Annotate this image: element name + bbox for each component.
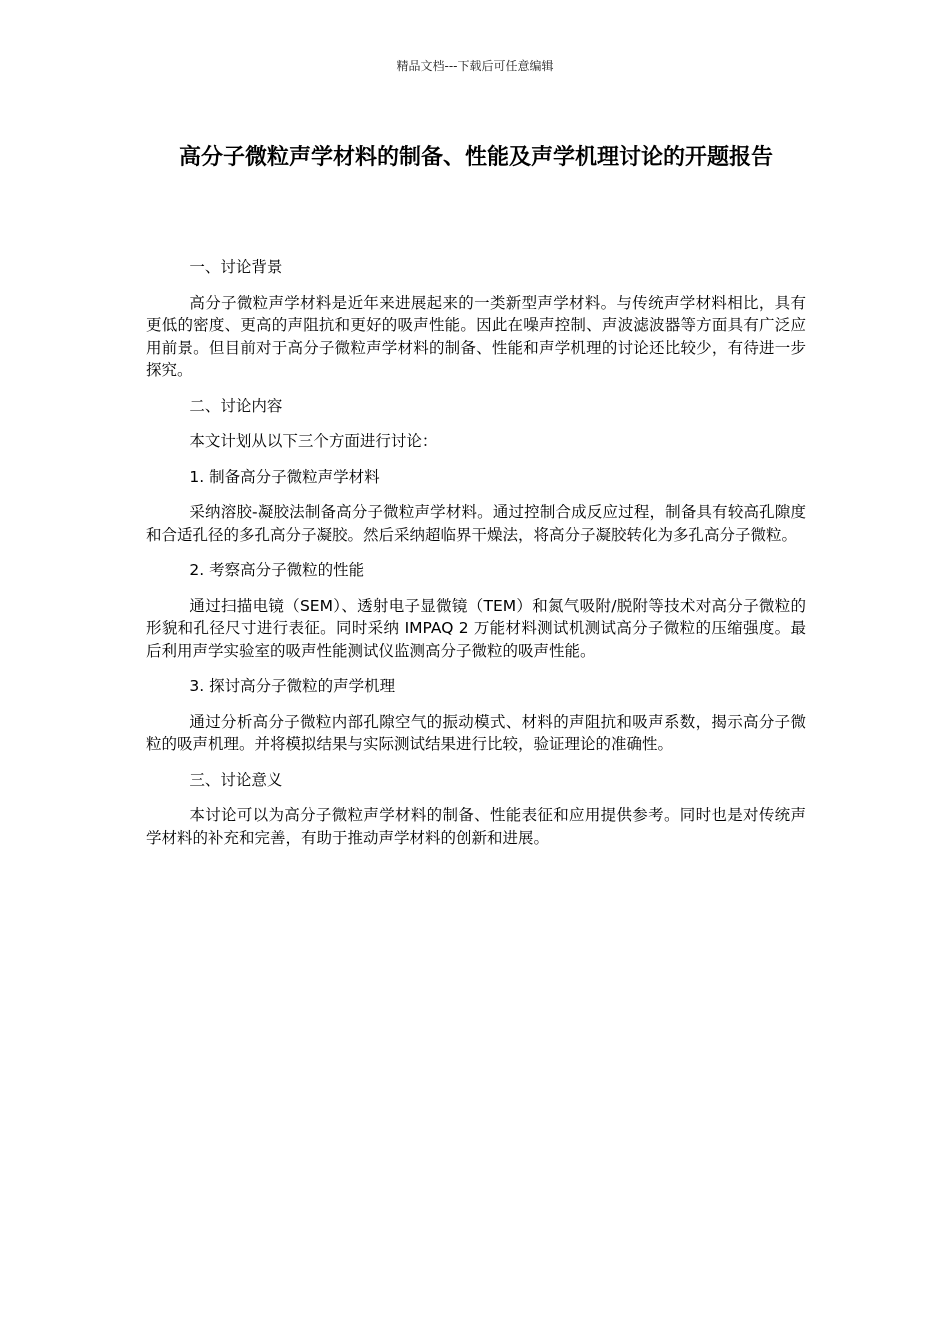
document-body — [146, 256, 806, 862]
paragraph-preparation: 采纳溶胶-凝胶法制备高分子微粒声学材料。通过控制合成反应过程，制备具有较高孔隙度和合适孔径的多孔高分子凝胶。然后采纳超临界干燥法，将高分子凝胶转化为多孔高分子微粒。 — [146, 503, 806, 544]
section-heading-content: 二、讨论内容 — [189, 396, 283, 415]
section-heading-background: 一、讨论背景 — [189, 258, 283, 276]
subsection-heading-preparation: 1. 制备高分子微粒声学材料 — [189, 467, 380, 486]
section-heading-significance: 三、讨论意义 — [189, 770, 283, 789]
document-title: 高分子微粒声学材料的制备、性能及声学机理讨论的开题报告 — [178, 145, 773, 170]
paragraph-significance: 本讨论可以为高分子微粒声学材料的制备、性能表征和应用提供参考。同时也是对传统声学材料的补充和完善，有助于推动声学材料的创新和进展。 — [146, 806, 806, 847]
paragraph-mechanism: 通过分析高分子微粒内部孔隙空气的振动模式、材料的声阻抗和吸声系数，揭示高分子微粒的吸声机理。并将模拟结果与实际测试结果进行比较，验证理论的准确性。 — [146, 712, 806, 753]
paragraph-performance: 通过扫描电镜（SEM）、透射电子显微镜（TEM）和氮气吸附/脱附等技术对高分子微粒的形貌和孔径尺寸进行表征。同时采纳 IMPAQ 2 万能材料测试机测试高分子微粒的压缩强度。最后利用声学实验室的吸声性能测试仪监测高分子微粒的吸声性能。 — [146, 596, 806, 660]
paragraph-content-intro: 本文计划从以下三个方面进行讨论： — [189, 432, 438, 450]
paragraph-background: 高分子微粒声学材料是近年来进展起来的一类新型声学材料。与传统声学材料相比，具有更低的密度、更高的声阻抗和更好的吸声性能。因此在噪声控制、声波滤波器等方面具有广泛应用前景。但目前对于高分子微粒声学材料的制备、性能和声学机理的讨论还比较少，有待进一步探究。 — [146, 293, 806, 379]
subsection-heading-performance: 2. 考察高分子微粒的性能 — [189, 561, 365, 579]
page-header-note: 精品文档---下载后可任意编辑 — [396, 59, 554, 73]
subsection-heading-mechanism: 3. 探讨高分子微粒的声学机理 — [189, 677, 396, 695]
